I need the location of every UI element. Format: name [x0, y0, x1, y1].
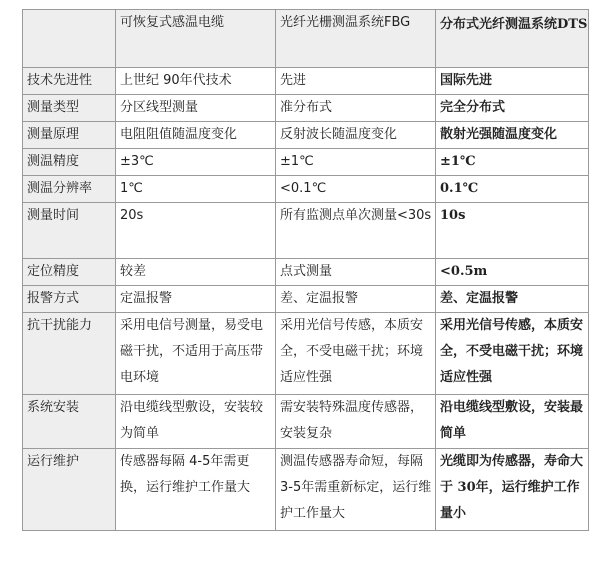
cell-cable: 沿电缆线型敷设，安装较为简单 — [116, 395, 276, 449]
table-row — [23, 95, 589, 122]
row-label: 系统安装 — [23, 395, 116, 449]
row-label: 测量类型 — [23, 95, 116, 122]
cell-cable: ±3℃ — [116, 149, 276, 176]
cell-dts: 沿电缆线型敷设，安装最简单 — [436, 395, 589, 449]
cell-fbg: 需安装特殊温度传感器，安装复杂 — [276, 395, 436, 449]
header-row — [23, 10, 589, 68]
cell-fbg: <0.1℃ — [276, 176, 436, 203]
cell-dts: 差、定温报警 — [436, 286, 589, 313]
row-label: 报警方式 — [23, 286, 116, 313]
table-row — [23, 313, 589, 395]
comparison-table — [22, 9, 589, 531]
cell-cable: 20s — [116, 203, 276, 259]
cell-fbg: 采用光信号传感，本质安全，不受电磁干扰；环境适应性强 — [276, 313, 436, 395]
cell-fbg: 点式测量 — [276, 259, 436, 286]
cell-cable: 采用电信号测量，易受电磁干扰，不适用于高压带电环境 — [116, 313, 276, 395]
cell-fbg: 差、定温报警 — [276, 286, 436, 313]
row-label: 测温分辨率 — [23, 176, 116, 203]
row-label: 测量原理 — [23, 122, 116, 149]
cell-dts: 10s — [436, 203, 589, 259]
row-label: 技术先进性 — [23, 68, 116, 95]
header-cable: 可恢复式感温电缆 — [116, 10, 276, 68]
header-fbg: 光纤光栅测温系统FBG — [276, 10, 436, 68]
cell-dts: 国际先进 — [436, 68, 589, 95]
cell-dts: <0.5m — [436, 259, 589, 286]
table-row — [23, 259, 589, 286]
table-row — [23, 122, 589, 149]
cell-cable: 1℃ — [116, 176, 276, 203]
table-row — [23, 149, 589, 176]
cell-cable: 电阻阻值随温度变化 — [116, 122, 276, 149]
cell-dts: 完全分布式 — [436, 95, 589, 122]
cell-cable: 分区线型测量 — [116, 95, 276, 122]
table-row — [23, 286, 589, 313]
cell-cable: 上世纪 90年代技术 — [116, 68, 276, 95]
cell-fbg: 反射波长随温度变化 — [276, 122, 436, 149]
cell-cable: 传感器每隔 4-5年需更换，运行维护工作量大 — [116, 449, 276, 531]
cell-fbg: ±1℃ — [276, 149, 436, 176]
table-row — [23, 395, 589, 449]
header-dts: 分布式光纤测温系统DTS — [436, 10, 589, 68]
row-label: 测量时间 — [23, 203, 116, 259]
cell-fbg: 所有监测点单次测量<30s — [276, 203, 436, 259]
row-label: 定位精度 — [23, 259, 116, 286]
table-row — [23, 203, 589, 259]
table-row — [23, 68, 589, 95]
cell-dts: 光缆即为传感器，寿命大于 30年，运行维护工作量小 — [436, 449, 589, 531]
cell-cable: 较差 — [116, 259, 276, 286]
cell-fbg: 先进 — [276, 68, 436, 95]
row-label: 抗干扰能力 — [23, 313, 116, 395]
row-label: 运行维护 — [23, 449, 116, 531]
cell-dts: 0.1℃ — [436, 176, 589, 203]
table-row — [23, 176, 589, 203]
cell-dts: ±1℃ — [436, 149, 589, 176]
cell-fbg: 测温传感器寿命短，每隔 3-5年需重新标定，运行维护工作量大 — [276, 449, 436, 531]
cell-cable: 定温报警 — [116, 286, 276, 313]
header-corner-cell — [23, 10, 116, 68]
table-row — [23, 449, 589, 531]
cell-fbg: 准分布式 — [276, 95, 436, 122]
cell-dts: 采用光信号传感，本质安全，不受电磁干扰；环境适应性强 — [436, 313, 589, 395]
row-label: 测温精度 — [23, 149, 116, 176]
cell-dts: 散射光强随温度变化 — [436, 122, 589, 149]
